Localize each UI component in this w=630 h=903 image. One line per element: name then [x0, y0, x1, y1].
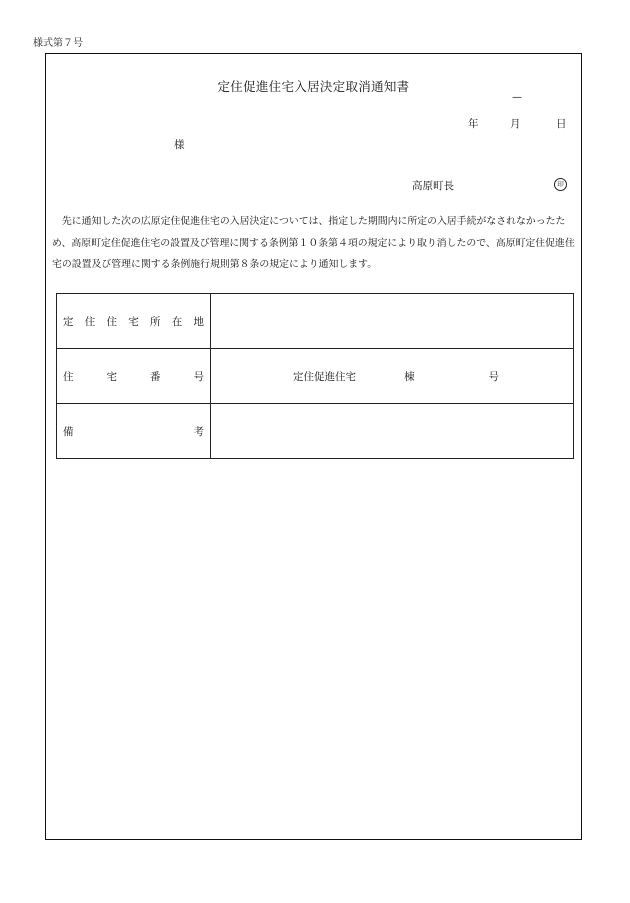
building-suffix: 棟	[404, 370, 415, 383]
label-char: 宅	[128, 315, 139, 328]
date-year-label: 年	[468, 118, 479, 130]
housing-type: 定住促進住宅	[293, 370, 356, 383]
addressee-suffix: 様	[174, 139, 185, 151]
seal-mark: 印	[554, 178, 567, 191]
form-number: 様式第７号	[33, 38, 83, 49]
label-char: 住	[84, 315, 96, 328]
document-title: 定住促進住宅入居決定取消通知書	[217, 79, 410, 94]
remarks-value	[211, 404, 574, 459]
label-char: 住	[106, 315, 117, 328]
date-dash: —	[512, 92, 522, 103]
label-char: 所	[150, 315, 161, 328]
label-char: 在	[171, 315, 183, 328]
date-day-label: 日	[556, 118, 567, 130]
number-suffix: 号	[488, 370, 499, 383]
table-row-location	[57, 294, 574, 349]
label-char: 宅	[106, 370, 117, 383]
date-month-label: 月	[510, 118, 521, 130]
house-number-value	[211, 349, 574, 404]
label-char: 備	[63, 425, 74, 438]
label-char: 考	[193, 425, 204, 438]
issuer-name: 高原町長	[412, 180, 454, 192]
notice-body: 先に通知した次の広原定住促進住宅の入居決定については、指定した期間内に所定の入居手続がなされなかったため、高原町定住促進住宅の設置及び管理に関する条例第１０条第４項の規定により取り消したので、高原町定住促進住宅の設置及び管理に関する条例施行規則第８条の規定により通知します。	[52, 216, 575, 271]
table-row-house-number	[57, 349, 574, 404]
label-char: 号	[193, 370, 204, 383]
location-label	[57, 294, 211, 349]
remarks-label	[57, 404, 211, 459]
location-value	[211, 294, 574, 349]
label-char: 地	[193, 315, 204, 328]
table-row-remarks	[57, 404, 574, 459]
document-frame	[45, 53, 582, 840]
house-number-label	[57, 349, 211, 404]
label-char: 定	[63, 315, 74, 328]
label-char: 住	[63, 370, 74, 383]
info-table	[56, 293, 574, 459]
label-char: 番	[150, 370, 161, 383]
